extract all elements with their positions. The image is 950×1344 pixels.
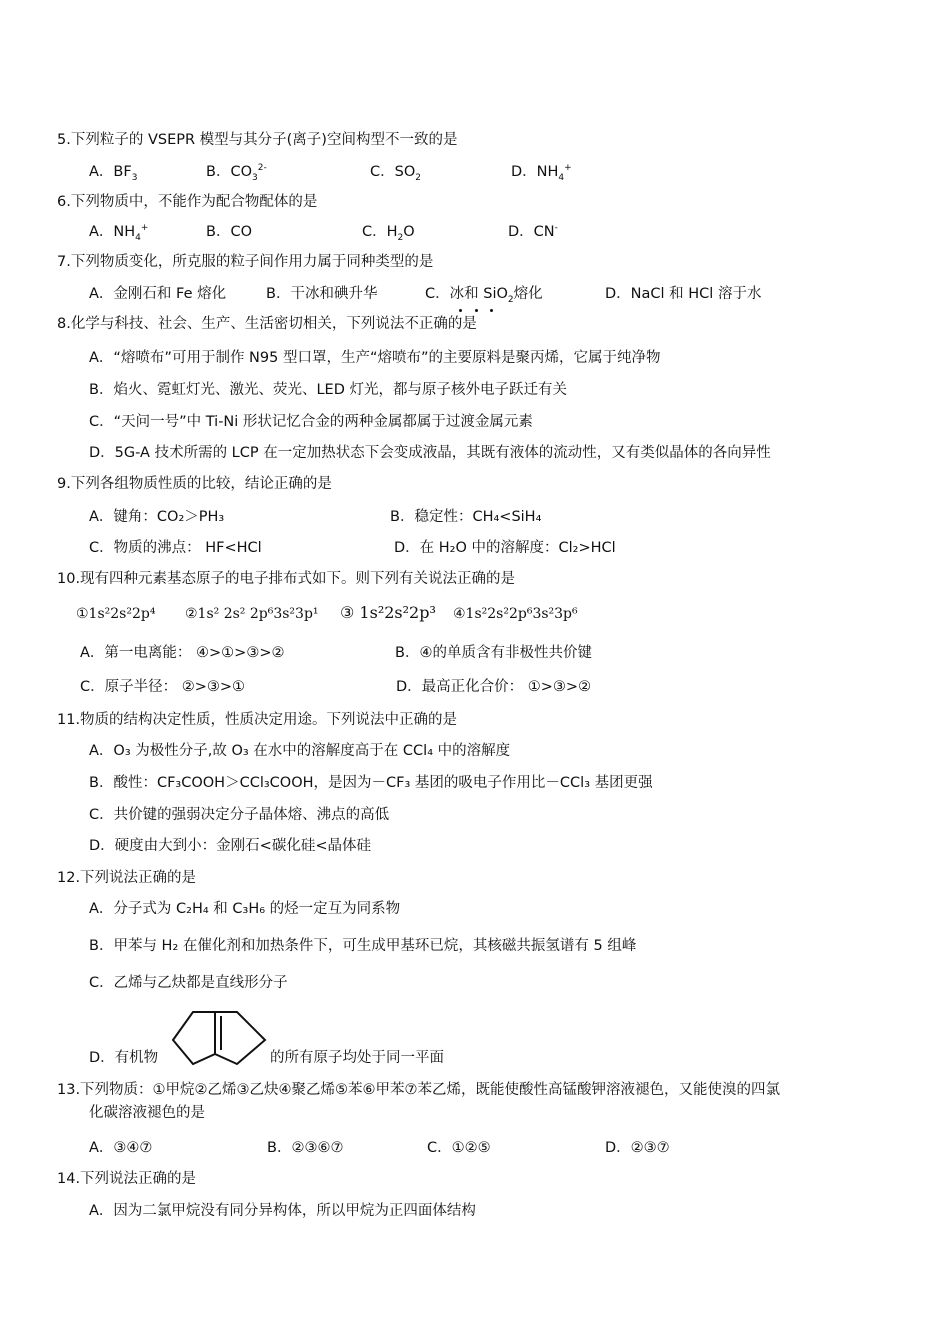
option-a: A．分子式为 C₂H₄ 和 C₃H₆ 的烃一定互为同系物 xyxy=(89,901,401,917)
option-d: D．在 H₂O 中的溶解度：Cl₂>HCl xyxy=(394,540,616,556)
config-1: ①1s²2s²2p⁴ xyxy=(76,606,156,622)
option-b: B．焰火、霓虹灯光、激光、荧光、LED 灯光，都与原子核外电子跃迁有关 xyxy=(89,382,567,398)
option-c: C．“天问一号”中 Ti-Ni 形状记忆合金的两种金属都属于过渡金属元素 xyxy=(89,414,533,430)
option-d: D．CN- xyxy=(508,223,558,240)
question-13-stem: 13.下列物质：①甲烷②乙烯③乙炔④聚乙烯⑤苯⑥甲苯⑦苯乙烯，既能使酸性高锰酸钾溶液褪色，又能使溴的四氯 xyxy=(57,1082,781,1098)
bicyclic-structure-diagram xyxy=(170,1004,270,1068)
option-c: C．冰和 SiO$_2$熔化 xyxy=(425,286,543,305)
option-d-continued: 的所有原子均处于同一平面 xyxy=(270,1050,444,1066)
option-a: A．金刚石和 Fe 熔化 xyxy=(89,286,227,302)
option-d: D．$NH_4^+$ xyxy=(511,163,572,183)
option-a: A．第一电离能： ④>①>③>② xyxy=(80,645,285,661)
option-c: C．共价键的强弱决定分子晶体熔、沸点的高低 xyxy=(89,807,390,823)
question-6-stem: 6.下列物质中，不能作为配合物配体的是 xyxy=(57,194,318,210)
option-a: A．因为二氯甲烷没有同分异构体，所以甲烷为正四面体结构 xyxy=(89,1203,476,1219)
option-a: A．“熔喷布”可用于制作 N95 型口罩，生产“熔喷布”的主要原料是聚丙烯，它属于纯净物 xyxy=(89,350,661,366)
question-5-stem: 5.下列粒子的 VSEPR 模型与其分子(离子)空间构型不一致的是 xyxy=(57,132,458,148)
option-a: A．$BF_3$ xyxy=(89,164,138,183)
option-b: B．CO xyxy=(206,224,252,240)
option-c: C．乙烯与乙炔都是直线形分子 xyxy=(89,975,288,991)
option-c: C．$SO_2$ xyxy=(370,164,421,183)
option-d: D．5G-A 技术所需的 LCP 在一定加热状态下会变成液晶，其既有液体的流动性，又有类似晶体的各向异性 xyxy=(89,445,771,461)
option-b: B．②③⑥⑦ xyxy=(267,1140,344,1156)
option-c: C．$H_2O$ xyxy=(362,224,415,243)
option-d: D．最高正化合价： ①>③>② xyxy=(396,679,592,695)
option-b: B．干冰和碘升华 xyxy=(266,286,378,302)
option-b: B．酸性：CF₃COOH＞CCl₃COOH，是因为－CF₃ 基团的吸电子作用比－CCl₃ 基团更强 xyxy=(89,775,653,791)
config-4: ④1s²2s²2p⁶3s²3p⁶ xyxy=(453,606,578,622)
question-9-stem: 9.下列各组物质性质的比较，结论正确的是 xyxy=(57,476,332,492)
config-3: ③ 1s²2s²2p³ xyxy=(340,603,436,622)
question-11-stem: 11.物质的结构决定性质，性质决定用途。下列说法中正确的是 xyxy=(57,712,458,728)
option-b: B．④的单质含有非极性共价键 xyxy=(395,645,592,661)
option-a: A．键角：CO₂＞PH₃ xyxy=(89,509,225,525)
question-14-stem: 14.下列说法正确的是 xyxy=(57,1171,197,1187)
question-10-stem: 10.现有四种元素基态原子的电子排布式如下。则下列有关说法正确的是 xyxy=(57,571,516,587)
config-2: ②1s² 2s² 2p⁶3s²3p¹ xyxy=(185,606,319,622)
question-12-stem: 12.下列说法正确的是 xyxy=(57,870,197,886)
option-d: D．有机物 xyxy=(89,1050,159,1066)
option-d: D．NaCl 和 HCl 溶于水 xyxy=(605,286,762,302)
question-7-stem: 7.下列物质变化，所克服的粒子间作用力属于同种类型的是 xyxy=(57,254,434,270)
question-13-stem-continued: 化碳溶液褪色的是 xyxy=(89,1105,205,1121)
option-b: B．稳定性：CH₄<SiH₄ xyxy=(390,509,542,525)
option-c: C．物质的沸点： HF<HCl xyxy=(89,540,262,556)
question-8-stem: 8.化学与科技、社会、生产、生活密切相关，下列说法不正确的是 xyxy=(57,316,477,332)
option-d: D．②③⑦ xyxy=(605,1140,670,1156)
option-c: C．①②⑤ xyxy=(427,1140,491,1156)
emphasis-dot xyxy=(459,309,462,312)
option-b: B．$CO_3^{2-}$ xyxy=(206,163,267,183)
option-a: A．O₃ 为极性分子,故 O₃ 在水中的溶解度高于在 CCl₄ 中的溶解度 xyxy=(89,743,511,759)
option-b: B．甲苯与 H₂ 在催化剂和加热条件下，可生成甲基环已烷，其核磁共振氢谱有 5 组峰 xyxy=(89,938,637,954)
emphasis-dot xyxy=(475,309,478,312)
option-d: D．硬度由大到小：金刚石<碳化硅<晶体硅 xyxy=(89,838,371,854)
option-a: A．$NH_4^+$ xyxy=(89,223,149,243)
emphasis-dot xyxy=(490,309,493,312)
option-a: A．③④⑦ xyxy=(89,1140,153,1156)
option-c: C．原子半径： ②>③>① xyxy=(80,679,246,695)
